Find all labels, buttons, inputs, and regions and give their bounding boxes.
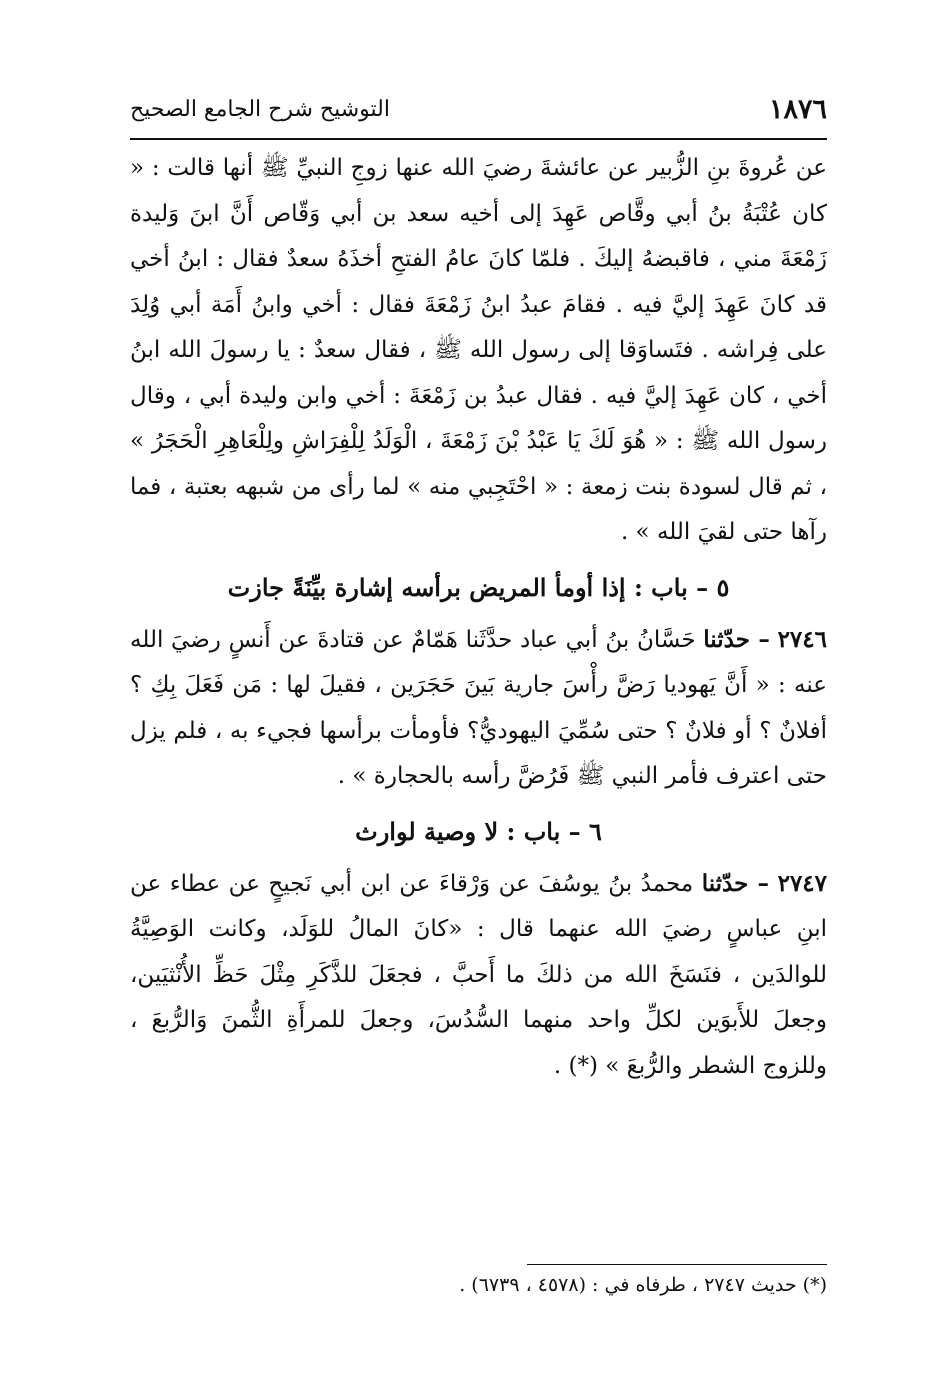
hadith-number: ٢٧٤٦ bbox=[777, 625, 827, 653]
hadith-lead: – حدّثنا bbox=[701, 869, 770, 897]
header-rule bbox=[130, 138, 827, 140]
footnote: (*) حديث ٢٧٤٧ ، طرفاه في : (٤٥٧٨ ، ٦٧٣٩) . bbox=[459, 1274, 827, 1296]
hadith-text: محمدُ بنُ يوسُفَ عن وَرْقاءَ عن ابن أبي نَجيحٍ عن عطاء عن ابنِ عباسٍ رضيَ الله عنهما قال : «كانَ المالُ للوَلَد، وكانت الوَصِيَّةُ للوالدَين ، فنَسَخَ الله من ذلكَ ما أَحبَّ ، فجعَلَ للذَّكَرِ مِثْلَ حَظِّ الأُنْثيَين، وجعلَ للأَبوَين لكلِّ واحد منهما السُّدُسَ، وجعلَ للمرأَةِ الثُّمنَ وَالرُّبعَ ، وللزوج الشطر والرُّبعَ » (*) . bbox=[130, 870, 827, 1079]
hadith-number: ٢٧٤٧ bbox=[777, 869, 828, 897]
page-header bbox=[130, 84, 827, 134]
footnote-rule bbox=[527, 1264, 827, 1265]
hadith-2747 bbox=[130, 861, 827, 1090]
chapter-heading-5: ٥ – باب : إذا أومأ المريض برأسه إشارة بيِّنَةً جازت bbox=[227, 572, 730, 602]
page-number: ١٨٧٦ bbox=[768, 93, 827, 125]
hadith-lead: – حدّثنا bbox=[703, 625, 770, 653]
hadith-2745-text: عن عُروةَ بنِ الزُّبير عن عائشةَ رضيَ الله عنها زوجِ النبيِّ ﷺ أنها قالت : « كان عُتْبَةُ بنُ أبي وقَّاص عَهِدَ إلى أخيه سعد بن أبي وَقّاص أَنَّ ابنَ وَليدة زَمْعَةَ مني ، فاقبضهُ إليكَ . فلمّا كانَ عامُ الفتحِ أخذَهُ سعدٌ فقال : ابنُ أخي قد كانَ عَهِدَ إليَّ فيه . فقامَ عبدُ ابنُ زَمْعَةَ فقال : أخي وابنُ أَمَة أبي وُلِدَ على فِراشه . فتَساوَقا إلى رسول الله ﷺ ، فقال سعدٌ : يا رسولَ الله ابنُ أخي ، كان عَهِدَ إليَّ فيه . فقال عبدُ بن زَمْعَةَ : أخي وابن وليدة أبي ، وقال رسول الله ﷺ : « هُوَ لَكَ يَا عَبْدُ بْنَ زَمْعَةَ ، الْوَلَدُ لِلْفِرَاشِ ولِلْعَاهِرِ الْحَجَرُ » ، ثم قال لسودة بنت زمعة : « احْتَجِبي منه » لما رأى من شبهه بعتبة ، فما رآها حتى لقيَ الله » . bbox=[130, 155, 827, 545]
page-body bbox=[130, 146, 827, 1089]
chapter-heading-6: ٦ – باب : لا وصية لوارث bbox=[355, 816, 602, 846]
hadith-text: حَسَّانُ بنُ أبي عباد حدَّثَنا هَمّامٌ عن قتادةَ عن أَنسٍ رضيَ الله عنه : « أَنَّ يَهوديا رَضَّ رأْسَ جارية بَينَ حَجَرَين ، فقيلَ لها : مَن فَعَلَ بِكِ ؟ أفلانٌ ؟ أو فلانٌ ؟ حتى سُمِّيَ اليهوديُّ؟ فأومأت برأسها فجيء به ، فلم يزل حتى اعترف فأمر النبي ﷺ فَرُضَّ رأسه بالحجارة » . bbox=[130, 626, 827, 789]
running-title: التوشيح شرح الجامع الصحيح bbox=[130, 96, 390, 122]
hadith-2746 bbox=[130, 617, 827, 800]
